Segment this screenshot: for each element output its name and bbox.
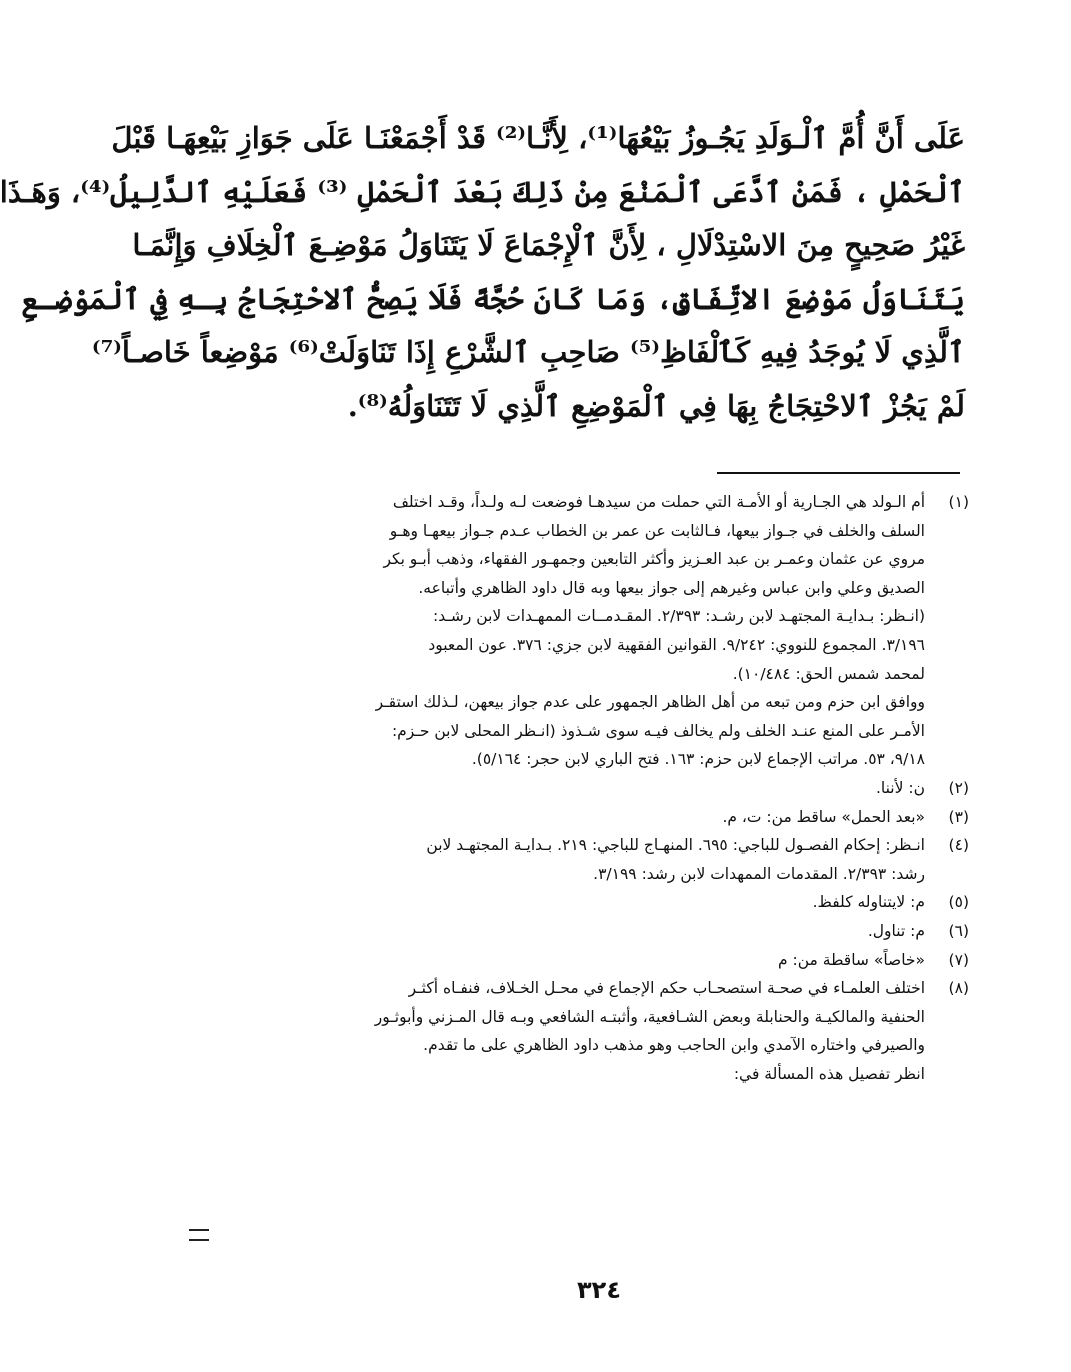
footnote-line: (انـظر: بـدايـة المجتهـد لابن رشـد: ٢/٣٩٣. المقـدمــات الممهـدات لابن رشـد: [433,607,925,626]
footnote-number: (٣) [948,807,969,826]
footnote-3 [215,803,969,832]
footnote-line: ٩/١٨، ٥٣. مراتب الإجماع لابن حزم: ١٦٣. فتح الباري لابن حجر: ٥/١٦٤). [471,750,925,769]
footnote-body [215,831,925,888]
footnote-number: (٨) [948,979,969,998]
footnote-line: الأمـر على المنع عنـد الخلف ولم يخالف فيـه سوى شـذوذ (انـظر المحلى لابن حـزم: [391,721,925,740]
footnote-body [215,917,925,946]
main-text-block [0,112,965,433]
footnote-line: الصديق وعلي وابن عباس وغيرهم إلى جواز بيعها وبه قال داود الظاهري وأتباعه. [418,578,925,597]
footnote-line: انظر تفصيل هذه المسألة في: [733,1064,925,1083]
main-text-line: غَيْرُ صَحِيحٍ مِنَ الاسْتِدْلَالِ ، لِأَنَّ ٱلْإِجْمَاعَ لَا يَتَنَاوَلُ مَوْضِـعَ ٱلْخِلَافِ وَإِنَّمَـا [132,228,965,262]
footnote-body [215,974,925,1088]
main-text-line: ٱلَّذِي لَا يُوجَدُ فِيهِ كَٱلْفَاظِ⁽⁵⁾ صَاحِبِ ٱلشَّرْعِ إِذَا تَنَاوَلَتْ⁽⁶⁾ مَوْضِعاً خَاصـاً⁽⁷⁾ [91,335,965,369]
footnote-number: (٢) [948,778,969,797]
footnote-line: السلف والخلف في جـواز بيعها، فـالثابت عن عمر بن الخطاب عـدم جـواز بيعهـا وهـو [389,521,925,540]
footnote-line: م: تناول. [867,921,925,940]
footnote-line: «خاصاً» ساقطة من: م [777,950,925,969]
footnote-number: (٦) [948,921,969,940]
footnote-line: انـظر: إحكام الفصـول للباجي: ٦٩٥. المنهـاج للباجي: ٢١٩. بـدايـة المجتهـد لابن [426,836,925,855]
footnote-body [215,488,925,774]
footnote-line: أم الـولد هي الجـارية أو الأمـة التي حملت من سيدهـا فوضعت لـه ولـداً، وقـد اختلف [392,493,925,511]
footnote-line: ن: لأننا. [875,778,925,797]
footnote-line: والصيرفي واختاره الآمدي وابن الحاجب وهو مذهب داود الظاهري على ما تقدم. [423,1036,925,1055]
page-number: ٣٢٤ [577,1276,621,1304]
footnote-number: (٥) [948,893,969,912]
footnote-2 [215,774,969,803]
main-text-line: ٱلْحَمْلِ ، فَمَنْ ٱدَّعَى ٱلْمَنْعَ مِنْ ذَلِكَ بَعْدَ ٱلْحَمْلِ ⁽³⁾ فَعَلَيْهِ ٱلدَّلِيلُ⁽⁴⁾، وَهَـذَا [0,174,965,209]
footnote-line: «بعد الحمل» ساقط من: ت، م. [722,807,925,826]
footnote-5 [215,888,969,917]
footnote-separator [717,472,960,474]
footnote-1 [215,488,969,774]
footnote-number: (٤) [948,836,969,855]
footnote-line: لمحمد شمس الحق: ١٠/٤٨٤). [732,664,925,683]
footnote-body [215,946,925,975]
footnote-body [215,888,925,917]
footnote-line: ٣/١٩٦. المجموع للنووي: ٩/٢٤٢. القوانين الفقهية لابن جزي: ٣٧٦. عون المعبود [428,635,925,654]
main-text-line: لَمْ يَجُزْ ٱلاحْتِجَاجُ بِهَا فِي ٱلْمَوْضِعِ ٱلَّذِي لَا تَتَنَاوَلُهُ⁽⁸⁾. [347,388,965,423]
footnote-line: م: لايتناوله كلفظ. [812,893,925,912]
main-text-line: عَلَى أَنَّ أُمَّ ٱلْـوَلَدِ يَجُـوزُ بَيْعُهَا⁽¹⁾، لِأَنَّـا⁽²⁾ قَدْ أَجْمَعْنَـا عَلَى جَوَازِ بَيْعِهَـا قَبْلَ [111,121,965,155]
footnote-number: (١) [948,493,969,511]
footnote-line: اختلف العلمـاء في صحـة استصحـاب حكم الإجماع في محـل الخـلاف، فنفـاه أكثـر [408,979,925,998]
footnote-8 [215,974,969,1088]
footnotes-section [215,488,969,1088]
footnote-line: مروي عن عثمان وعمـر بن عبد العـزيز وأكثر التابعين وجمهـور الفقهاء، وذهب أبـو بكر [383,550,925,569]
footnote-7 [215,946,969,975]
margin-mark [189,1229,209,1241]
footnote-line: ووافق ابن حزم ومن تبعه من أهل الظاهر الجمهور على عدم جواز بيعهن، لـذلك استقـر [375,693,925,712]
footnote-6 [215,917,969,946]
footnote-line: الحنفية والمالكيـة والحنابلة وبعض الشـافعية، وأثبتـه الشافعي وبـه قال المـزني وأبوثـور [374,1007,925,1026]
footnote-body [215,803,925,832]
main-text-line: يَتَنَاوَلُ مَوْضِعَ الاتِّفَاقِ، وَمَا كَانَ حُجَّةً فَلَا يَصِحُّ ٱلاحْتِجَاجُ بِـهِ فِي ٱلْمَوْضِـعِ [21,281,965,316]
footnote-line: رشد: ٢/٣٩٣. المقدمات الممهدات لابن رشد: ٣/١٩٩. [593,864,925,883]
footnote-number: (٧) [948,950,969,969]
footnote-body [215,774,925,803]
footnote-4 [215,831,969,888]
